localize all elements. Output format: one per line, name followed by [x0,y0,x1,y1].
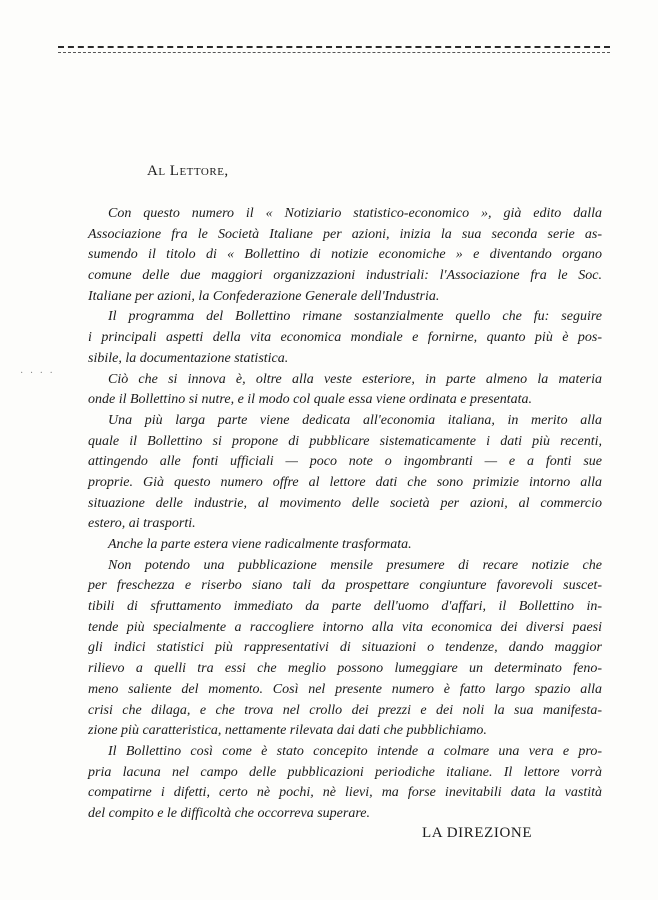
text-line: rilievo a quelli tra essi che meglio possono lumeggiare un determinato feno- [88,661,602,677]
text-line: crisi che dilaga, e che trova nel crollo dei prezzi e dei noli la sua manifesta- [88,702,602,718]
text-line: Non potendo una pubblicazione mensile presumere di recare notizie che [108,557,602,573]
text-line: tibili di sfruttamento immediato da parte dell'uomo d'affari, il Bollettino in- [88,599,602,615]
text-line: Ciò che si innova è, oltre alla veste esteriore, in parte almeno la materia [108,371,602,387]
header-rule-line [58,52,610,53]
header-rule [58,46,610,56]
text-line: proprie. Già questo numero offre al lettore dati che sono primizie intorno alla [88,474,602,490]
text-line: Con questo numero il « Notiziario statistico-economico », già edito dalla [108,206,602,221]
text-line: pria lacuna nel campo delle pubblicazioni periodiche italiane. Il lettore vorrà [88,764,602,780]
salutation: Al Lettore, [147,163,229,179]
text-line: per freschezza e riserbo siano tali da prospettare congiunture favorevoli suscet- [88,578,602,594]
text-line: estero, ai trasporti. [88,516,196,532]
text-line: onde il Bollettino si nutre, e il modo col quale essa viene ordinata e presentata. [88,392,533,408]
header-rule-line [58,46,610,48]
text-line: comune delle due maggiori organizzazioni industriali: l'Associazione fra le Soc. [88,268,602,284]
signature: LA DIREZIONE [422,825,533,841]
letter-body [88,204,602,825]
text-line: Anche la parte estera viene radicalmente trasformata. [108,537,412,552]
text-line: meno saliente del momento. Così nel presente numero è fatto largo spazio alla [88,681,602,697]
text-line: Il programma del Bollettino rimane sostanzialmente quello che fu: seguire [108,309,602,325]
text-line: sibile, la documentazione statistica. [88,350,289,366]
text-line: del compito e le difficoltà che occorreva superare. [88,805,370,821]
text-line: quale il Bollettino si propone di pubblicare sistematicamente i dati più recenti, [88,433,602,449]
text-line: Associazione fra le Società Italiane per azioni, inizia la sua seconda serie as- [88,226,602,242]
text-line: Il Bollettino così come è stato concepito intende a colmare una vera e pro- [108,743,602,759]
text-line: sumendo il titolo di « Bollettino di notizie economiche » e diventando organo [88,247,602,263]
text-line: Italiane per azioni, la Confederazione Generale dell'Industria. [88,288,440,304]
text-line: compatirne i difetti, certo nè pochi, nè lievi, ma forse inevitabili data la vastità [88,785,602,801]
text-line: attingendo alle fonti ufficiali — poco note o ingombranti — e a fonti sue [88,454,602,470]
text-line: gli indici statistici più rappresentativi di situazioni o tendenze, dando maggior [88,640,602,656]
text-line: i principali aspetti della vita economica mondiale e fornirne, quanto più è pos- [88,330,602,346]
text-line: situazione delle industrie, al movimento delle società per azioni, al commercio [88,495,602,511]
margin-mark: · · · · [20,368,55,379]
text-line: zione più caratteristica, nettamente rilevata dai dati che pubblichiamo. [88,723,487,739]
text-line: tende più specialmente a raccogliere intorno alla vita economica dei diversi paesi [88,619,602,635]
text-line: Una più larga parte viene dedicata all'economia italiana, in merito alla [108,412,602,428]
